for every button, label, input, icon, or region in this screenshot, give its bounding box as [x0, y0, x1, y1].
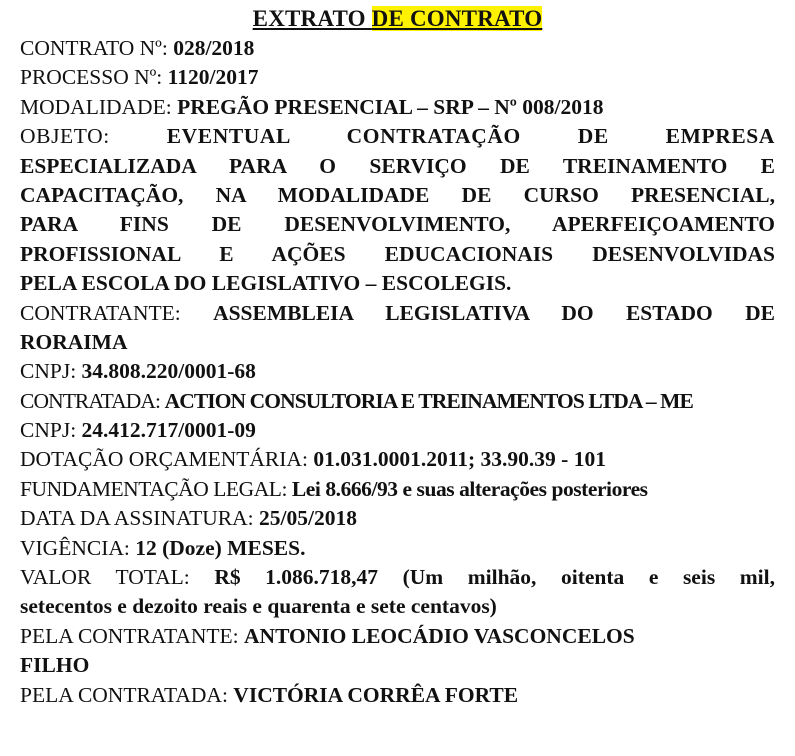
pela-contratante-field: [20, 622, 775, 681]
contratante-value-2: RORAIMA: [20, 329, 128, 354]
contratante-label: CONTRATANTE:: [20, 300, 214, 325]
cnpj-label: CNPJ:: [20, 359, 82, 384]
title-part-2-highlighted: DE CONTRATO: [371, 6, 543, 31]
objeto-line-3: CAPACITAÇÃO, NA MODALIDADE DE CURSO PRESENCIAL,: [20, 182, 775, 207]
valor-total-value-1: R$ 1.086.718,47 (Um milhão, oitenta e seis mil,: [214, 565, 775, 590]
objeto-label: OBJETO:: [20, 124, 167, 149]
contrato-field: [20, 34, 775, 63]
modalidade-field: [20, 93, 775, 122]
objeto-line-4: PARA FINS DE DESENVOLVIMENTO, APERFEIÇOAMENTO: [20, 212, 775, 237]
contratante-value-1: ASSEMBLEIA LEGISLATIVA DO ESTADO DE: [213, 300, 775, 325]
vigencia-field: [20, 534, 775, 563]
data-assinatura-label: DATA DA ASSINATURA:: [20, 506, 259, 531]
dotacao-label: DOTAÇÃO ORÇAMENTÁRIA:: [20, 447, 314, 472]
processo-value: 1120/2017: [167, 65, 259, 90]
valor-total-line-1: [20, 563, 775, 592]
title-part-1: EXTRATO: [252, 6, 372, 31]
vigencia-value: 12 (Doze) MESES.: [135, 535, 306, 560]
pela-contratada-label: PELA CONTRATADA:: [20, 682, 234, 707]
dotacao-field: [20, 445, 775, 474]
data-assinatura-value: 25/05/2018: [259, 506, 357, 531]
contratada-value: ACTION CONSULTORIA E TREINAMENTOS LTDA – ME: [164, 388, 693, 413]
data-assinatura-field: [20, 504, 775, 533]
valor-total-label: VALOR TOTAL:: [20, 565, 215, 590]
objeto-line-2: ESPECIALIZADA PARA O SERVIÇO DE TREINAMENTO E: [20, 153, 775, 178]
cnpj-value: 24.412.717/0001-09: [81, 418, 256, 443]
contratada-label: CONTRATADA:: [20, 388, 165, 413]
pela-contratante-value-2: FILHO: [20, 653, 90, 678]
cnpj-contratante-field: [20, 357, 775, 386]
dotacao-value: 01.031.0001.2011; 33.90.39 - 101: [313, 447, 606, 472]
processo-label: PROCESSO Nº:: [20, 65, 168, 90]
pela-contratada-field: [20, 681, 775, 710]
document-title: [20, 4, 775, 34]
cnpj-label: CNPJ:: [20, 418, 82, 443]
contratada-field: [20, 387, 775, 416]
objeto-line-5: PROFISSIONAL E AÇÕES EDUCACIONAIS DESENVOLVIDAS: [20, 241, 775, 266]
objeto-text-1: EVENTUAL CONTRATAÇÃO DE EMPRESA: [166, 124, 775, 149]
objeto-line-1: [20, 122, 775, 151]
pela-contratante-value-1: ANTONIO LEOCÁDIO VASCONCELOS: [244, 623, 635, 648]
contrato-value: 028/2018: [173, 36, 255, 60]
processo-field: [20, 63, 775, 92]
modalidade-value: PREGÃO PRESENCIAL – SRP – Nº 008/2018: [177, 94, 604, 119]
pela-contratante-label: PELA CONTRATANTE:: [20, 623, 245, 648]
vigencia-label: VIGÊNCIA:: [20, 535, 136, 560]
contratante-line-1: [20, 299, 775, 328]
fundamentacao-label: FUNDAMENTAÇÃO LEGAL:: [20, 476, 292, 501]
contrato-label: CONTRATO Nº:: [20, 36, 174, 60]
valor-total-value-2: setecentos e dezoito reais e quarenta e sete centavos): [20, 594, 497, 619]
cnpj-contratada-field: [20, 416, 775, 445]
fundamentacao-field: [20, 475, 775, 504]
contratante-field: [20, 299, 775, 358]
pela-contratante-line-1: [20, 622, 775, 651]
cnpj-value: 34.808.220/0001-68: [81, 359, 256, 384]
modalidade-label: MODALIDADE:: [20, 94, 178, 119]
pela-contratada-value: VICTÓRIA CORRÊA FORTE: [233, 682, 519, 707]
fundamentacao-value: Lei 8.666/93 e suas alterações posteriores: [291, 476, 648, 501]
valor-total-field: [20, 563, 775, 622]
objeto-line-6: PELA ESCOLA DO LEGISLATIVO – ESCOLEGIS.: [20, 271, 512, 296]
objeto-field: [20, 122, 775, 298]
